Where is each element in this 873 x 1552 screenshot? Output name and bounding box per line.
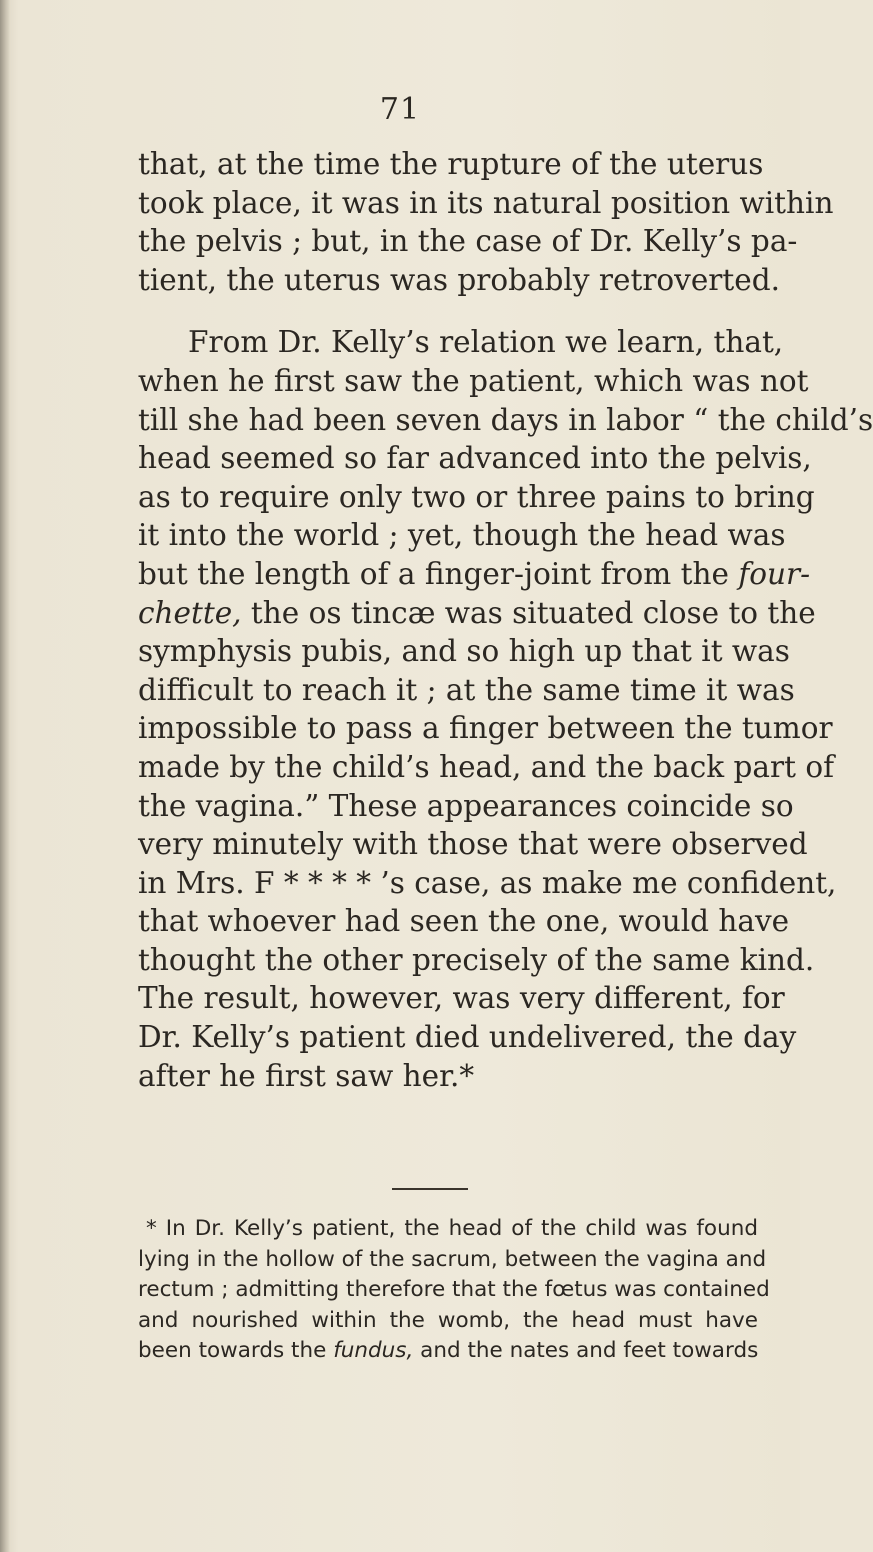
page-gutter-shadow bbox=[0, 0, 10, 1552]
italic-word: fundus, bbox=[333, 1338, 414, 1363]
text-line: took place, it was in its natural position within bbox=[138, 185, 834, 220]
footnote-line: * In Dr. Kelly’s patient, the head of the child was found bbox=[146, 1216, 758, 1241]
text-line: impossible to pass a finger between the tumor bbox=[138, 711, 833, 746]
text-line: symphysis pubis, and so high up that it was bbox=[138, 634, 790, 669]
text-line: head seemed so far advanced into the pelvis, bbox=[138, 441, 812, 476]
text-line: From Dr. Kelly’s relation we learn, that, bbox=[188, 325, 784, 360]
text-line: very minutely with those that were observed bbox=[138, 827, 808, 862]
footnote-divider bbox=[392, 1188, 468, 1190]
footnote-line: lying in the hollow of the sacrum, between the vagina and bbox=[138, 1246, 767, 1272]
text-line: after he first saw her.* bbox=[138, 1058, 475, 1093]
text-line: till she had been seven days in labor “ the child’s bbox=[138, 402, 873, 437]
text-line: difficult to reach it ; at the same time it was bbox=[138, 672, 795, 707]
text-line bbox=[138, 594, 816, 633]
footnote-line: rectum ; admitting therefore that the fœtus was contained bbox=[138, 1277, 770, 1302]
text-line: Dr. Kelly’s patient died undelivered, the day bbox=[138, 1020, 797, 1055]
text-line: the vagina.” These appearances coincide so bbox=[138, 788, 794, 823]
italic-word: four- bbox=[738, 556, 811, 591]
text-segment: but the length of a finger-joint from the bbox=[138, 556, 729, 591]
footnote-line bbox=[138, 1336, 758, 1367]
body-text bbox=[138, 145, 873, 1095]
text-line: that, at the time the rupture of the uterus bbox=[138, 147, 764, 181]
text-segment: been towards the bbox=[138, 1338, 327, 1363]
text-line: the pelvis ; but, in the case of Dr. Kelly’s pa- bbox=[138, 224, 798, 259]
text-line: The result, however, was very different, for bbox=[138, 981, 785, 1016]
text-line: that whoever had seen the one, would have bbox=[138, 904, 790, 939]
text-segment: and the nates and feet towards bbox=[420, 1338, 759, 1363]
text-line bbox=[138, 555, 811, 594]
text-line: made by the child’s head, and the back part of bbox=[138, 749, 835, 784]
footnote bbox=[138, 1214, 770, 1367]
text-line: tient, the uterus was probably retroverted. bbox=[138, 262, 780, 297]
text-line: when he first saw the patient, which was not bbox=[138, 363, 809, 398]
italic-word: chette, bbox=[138, 595, 242, 630]
text-line: in Mrs. F * * * * ’s case, as make me confident, bbox=[138, 865, 837, 900]
text-line: thought the other precisely of the same kind. bbox=[138, 942, 815, 977]
text-segment: the os tincæ was situated close to the bbox=[250, 595, 816, 630]
page-number: 71 bbox=[379, 92, 421, 127]
text-line: it into the world ; yet, though the head was bbox=[138, 518, 786, 553]
footnote-line: and nourished within the womb, the head must have bbox=[138, 1307, 758, 1333]
paragraph-gap bbox=[138, 299, 758, 323]
text-line: as to require only two or three pains to bring bbox=[138, 479, 815, 514]
